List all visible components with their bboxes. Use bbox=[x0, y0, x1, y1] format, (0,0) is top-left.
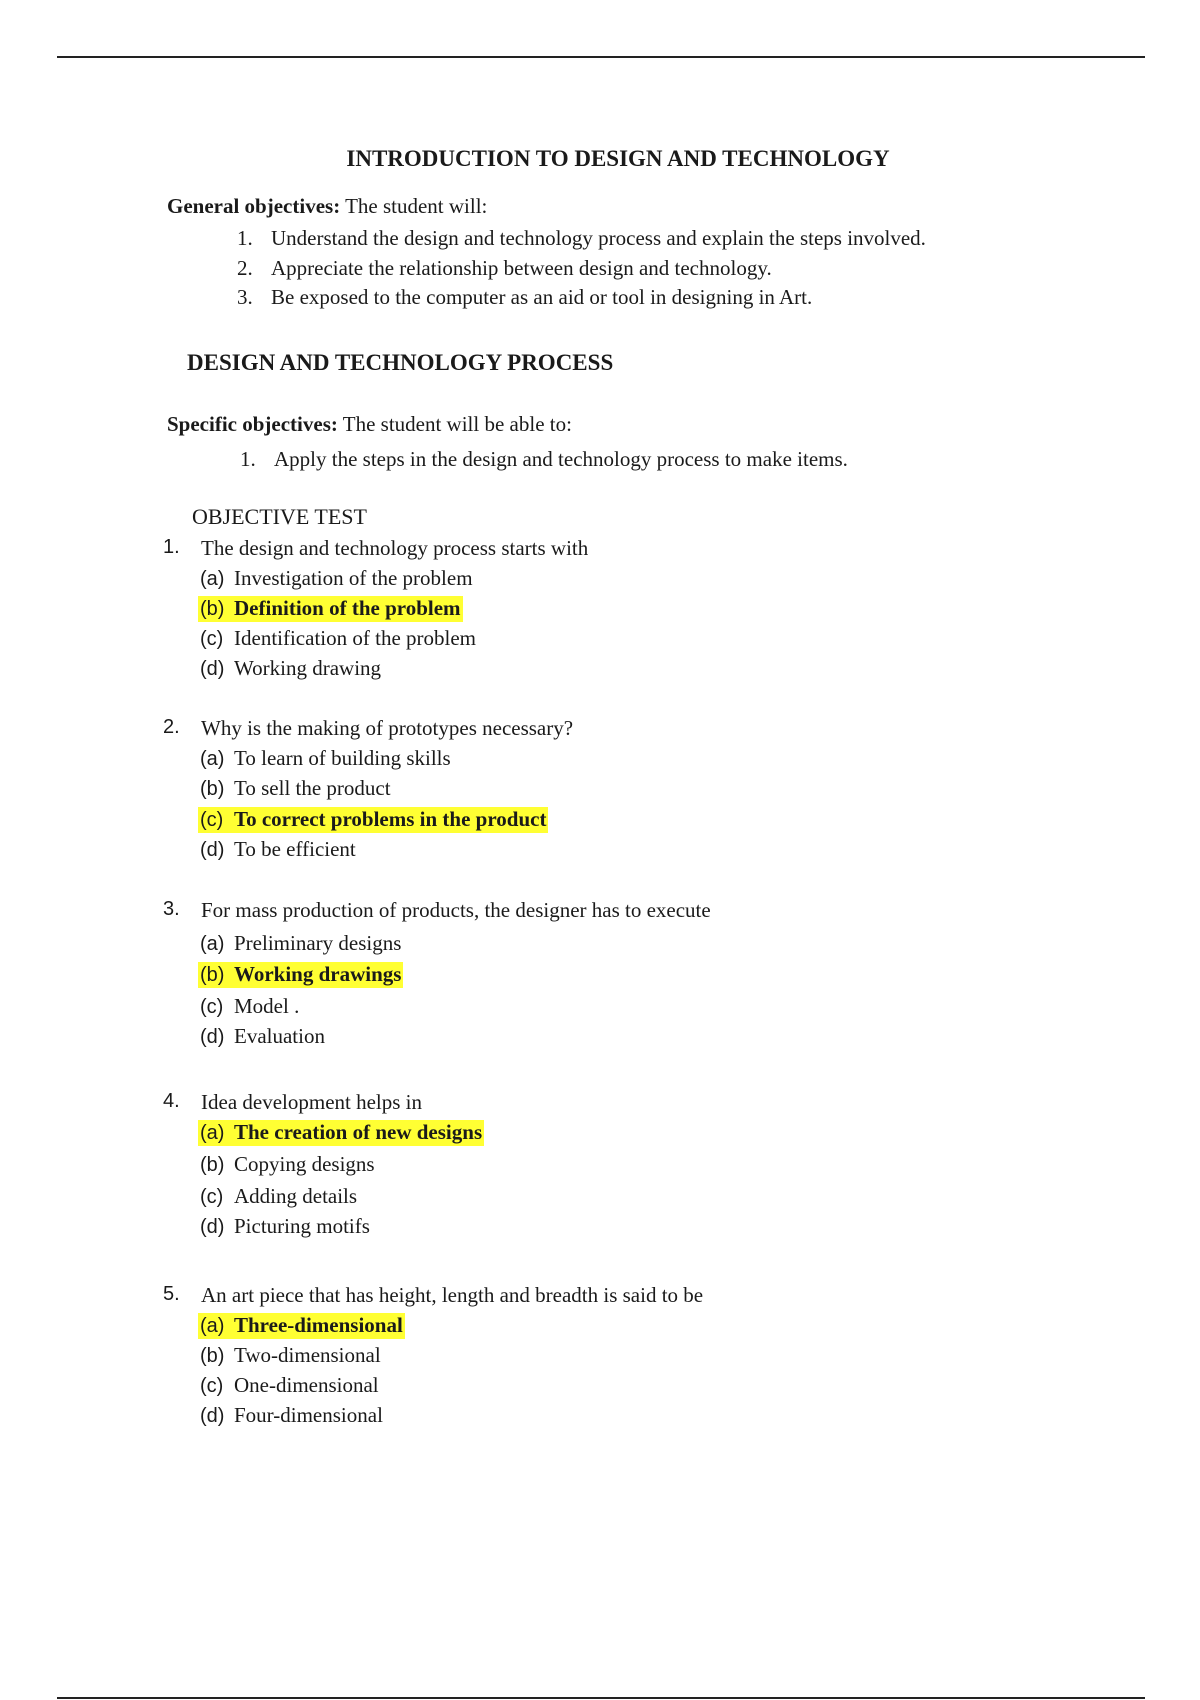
specific-objectives-intro: The student will be able to: bbox=[337, 412, 572, 436]
option-a: (a) To learn of building skills bbox=[200, 746, 451, 770]
option-c: (c) Model . bbox=[200, 994, 300, 1018]
option-d: (d) Working drawing bbox=[200, 656, 382, 680]
option-b: (b) To sell the product bbox=[200, 776, 391, 800]
question-text: Idea development helps in bbox=[201, 1090, 423, 1114]
option-b: (b) Two-dimensional bbox=[200, 1343, 381, 1367]
question-text: An art piece that has height, length and breadth is said to be bbox=[201, 1283, 704, 1307]
option-c: (c) Identification of the problem bbox=[200, 626, 477, 650]
option-c: (c) Adding details bbox=[200, 1184, 358, 1208]
option-d: (d) Picturing motifs bbox=[200, 1214, 370, 1238]
bottom-rule bbox=[57, 1697, 1145, 1699]
option-a: (a) Preliminary designs bbox=[200, 931, 402, 955]
general-objectives-heading bbox=[167, 194, 487, 219]
option-a-highlighted: (a) The creation of new designs bbox=[200, 1120, 483, 1144]
objective-test-label: OBJECTIVE TEST bbox=[192, 504, 367, 529]
general-objectives-intro: The student will: bbox=[340, 194, 488, 218]
option-a: (a) Investigation of the problem bbox=[200, 566, 473, 590]
specific-objectives-label: Specific objectives: bbox=[167, 412, 338, 436]
option-a-highlighted: (a) Three-dimensional bbox=[200, 1313, 403, 1337]
top-rule bbox=[57, 56, 1145, 58]
option-d: (d) Evaluation bbox=[200, 1024, 325, 1048]
specific-objectives-heading bbox=[167, 412, 572, 437]
general-objectives-label: General objectives: bbox=[167, 194, 341, 218]
question-text: For mass production of products, the designer has to execute bbox=[201, 898, 711, 922]
option-d: (d) Four-dimensional bbox=[200, 1403, 383, 1427]
option-c-highlighted: (c) To correct problems in the product bbox=[200, 807, 547, 831]
option-c: (c) One-dimensional bbox=[200, 1373, 379, 1397]
option-b: (b) Copying designs bbox=[200, 1152, 375, 1176]
option-b-highlighted: (b) Definition of the problem bbox=[200, 596, 461, 620]
option-b-highlighted: (b) Working drawings bbox=[200, 962, 402, 986]
page-title: INTRODUCTION TO DESIGN AND TECHNOLOGY bbox=[346, 146, 890, 171]
question-text: The design and technology process starts with bbox=[201, 536, 589, 560]
question-text: Why is the making of prototypes necessary? bbox=[201, 716, 574, 740]
option-d: (d) To be efficient bbox=[200, 837, 356, 861]
section-heading: DESIGN AND TECHNOLOGY PROCESS bbox=[187, 350, 614, 375]
